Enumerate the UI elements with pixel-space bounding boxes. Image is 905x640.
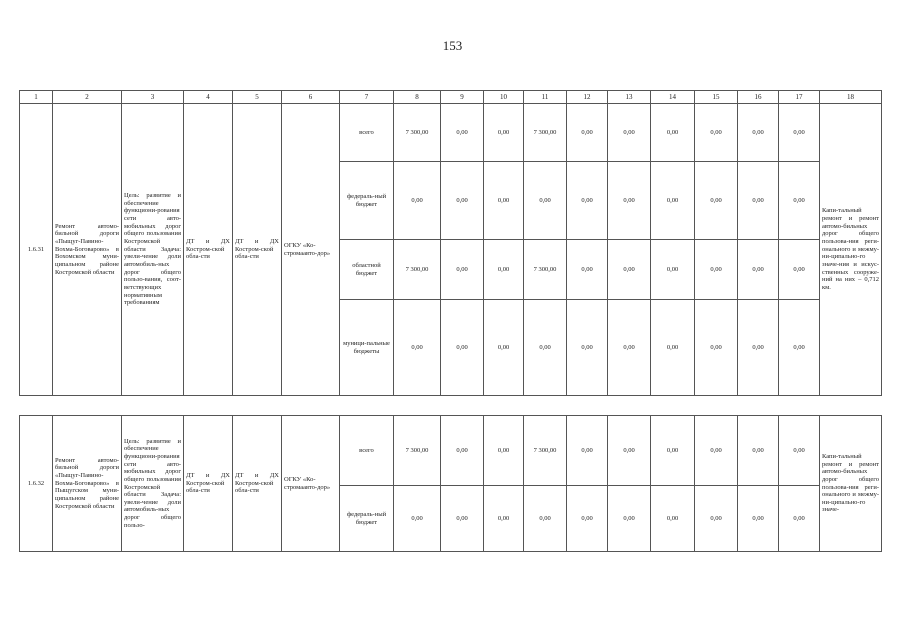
- funding-value: 0,00: [651, 300, 695, 396]
- funding-value: 0,00: [567, 300, 608, 396]
- column-number-5: 5: [233, 91, 282, 104]
- funding-value: 0,00: [524, 162, 567, 240]
- funding-value: 7 300,00: [524, 416, 567, 486]
- activity-name: Ремонт автомо-бильной дороги «Пыщуг-Павино-Вохма-Боговарово» в Вохомском муни-ципальном районе Костромской области: [53, 104, 122, 396]
- funding-value: 0,00: [441, 416, 484, 486]
- column-number-3: 3: [122, 91, 184, 104]
- funding-value: 0,00: [524, 486, 567, 552]
- activity-name: Ремонт автомо-бильной дороги «Пыщуг-Павино-Вохма-Боговарово» в Пыщугском муни-ципальном районе Костромской области: [53, 416, 122, 552]
- funding-value: 0,00: [441, 300, 484, 396]
- funding-value: 0,00: [484, 162, 524, 240]
- funding-value: 7 300,00: [394, 240, 441, 300]
- row-separator: [20, 396, 882, 416]
- funding-value: 0,00: [484, 240, 524, 300]
- table-body: [20, 91, 882, 552]
- funding-value: 0,00: [441, 240, 484, 300]
- funding-value: 7 300,00: [524, 240, 567, 300]
- funding-value: 0,00: [738, 104, 779, 162]
- funding-value: 7 300,00: [394, 416, 441, 486]
- funding-value: 0,00: [608, 300, 651, 396]
- column-number-row: [20, 91, 882, 104]
- funding-value: 0,00: [738, 240, 779, 300]
- row-id: 1.6.31: [20, 104, 53, 396]
- funding-value: 0,00: [779, 104, 820, 162]
- funding-value: 0,00: [651, 486, 695, 552]
- row-id: 1.6.32: [20, 416, 53, 552]
- funding-value: 0,00: [779, 162, 820, 240]
- funding-row: [20, 104, 882, 162]
- funding-source: муници-пальные бюджеты: [340, 300, 394, 396]
- program-table: [19, 90, 882, 552]
- funding-value: 0,00: [394, 300, 441, 396]
- funding-source: федераль-ный бюджет: [340, 162, 394, 240]
- goal-and-task: Цель: развитие и обеспечение функциони-рования сети авто-мобильных дорог общего пользования Костромской области Задача: увели-чение доли автомобиль-ных дорог общего пользо-вания, соот-ветствующих нормативным требованиям: [122, 104, 184, 396]
- funding-value: 7 300,00: [394, 104, 441, 162]
- funding-value: 0,00: [441, 104, 484, 162]
- funding-value: 0,00: [608, 240, 651, 300]
- participant: ОГКУ «Ко-стромаавто-дор»: [282, 416, 340, 552]
- funding-value: 0,00: [441, 162, 484, 240]
- column-number-13: 13: [608, 91, 651, 104]
- funding-value: 0,00: [608, 162, 651, 240]
- funding-row: [20, 416, 882, 486]
- column-number-18: 18: [820, 91, 882, 104]
- funding-value: 0,00: [695, 486, 738, 552]
- funding-value: 0,00: [441, 486, 484, 552]
- column-number-14: 14: [651, 91, 695, 104]
- funding-value: 0,00: [484, 104, 524, 162]
- funding-value: 0,00: [567, 416, 608, 486]
- responsible-executor: ДТ и ДХ Костром-ской обла-сти: [184, 416, 233, 552]
- expected-result: Капи-тальный ремонт и ремонт автомо-бильных дорог общего пользова-ния реги-онального и межму-ни-ципально-го значе-ния и искус-ственных сооруже-ний на них – 0,712 км.: [820, 104, 882, 396]
- funding-value: 0,00: [695, 416, 738, 486]
- funding-value: 0,00: [738, 416, 779, 486]
- funding-value: 0,00: [524, 300, 567, 396]
- funding-value: 0,00: [695, 162, 738, 240]
- funding-value: 0,00: [394, 162, 441, 240]
- funding-value: 0,00: [695, 240, 738, 300]
- funding-value: 0,00: [651, 162, 695, 240]
- column-number-7: 7: [340, 91, 394, 104]
- co-executor: ДТ и ДХ Костром-ской обла-сти: [233, 104, 282, 396]
- column-number-4: 4: [184, 91, 233, 104]
- funding-value: 0,00: [484, 416, 524, 486]
- expected-result: Капи-тальный ремонт и ремонт автомо-бильных дорог общего пользова-ния реги-онального и межму-ни-ципально-го значе-: [820, 416, 882, 552]
- participant: ОГКУ «Ко-стромаавто-дор»: [282, 104, 340, 396]
- separator-cell: [20, 396, 882, 416]
- funding-value: 0,00: [484, 486, 524, 552]
- funding-value: 0,00: [695, 104, 738, 162]
- funding-value: 0,00: [695, 300, 738, 396]
- funding-value: 0,00: [608, 416, 651, 486]
- funding-value: 0,00: [484, 300, 524, 396]
- column-number-11: 11: [524, 91, 567, 104]
- funding-value: 0,00: [567, 104, 608, 162]
- funding-value: 0,00: [779, 486, 820, 552]
- funding-value: 0,00: [567, 162, 608, 240]
- column-number-16: 16: [738, 91, 779, 104]
- column-number-2: 2: [53, 91, 122, 104]
- funding-value: 7 300,00: [524, 104, 567, 162]
- funding-value: 0,00: [608, 104, 651, 162]
- funding-value: 0,00: [567, 240, 608, 300]
- co-executor: ДТ и ДХ Костром-ской обла-сти: [233, 416, 282, 552]
- funding-value: 0,00: [738, 486, 779, 552]
- funding-value: 0,00: [779, 416, 820, 486]
- funding-value: 0,00: [651, 416, 695, 486]
- column-number-10: 10: [484, 91, 524, 104]
- funding-value: 0,00: [779, 300, 820, 396]
- funding-source: федераль-ный бюджет: [340, 486, 394, 552]
- funding-source: всего: [340, 416, 394, 486]
- column-number-12: 12: [567, 91, 608, 104]
- column-number-1: 1: [20, 91, 53, 104]
- funding-value: 0,00: [567, 486, 608, 552]
- funding-value: 0,00: [738, 300, 779, 396]
- funding-value: 0,00: [738, 162, 779, 240]
- funding-source: областной бюджет: [340, 240, 394, 300]
- page-number: 153: [442, 38, 463, 53]
- column-number-15: 15: [695, 91, 738, 104]
- funding-value: 0,00: [651, 104, 695, 162]
- funding-source: всего: [340, 104, 394, 162]
- goal-and-task: Цель: развитие и обеспечение функциони-рования сети авто-мобильных дорог общего пользования Костромской области Задача: увели-чение доли автомобиль-ных дорог общего пользо-: [122, 416, 184, 552]
- funding-value: 0,00: [651, 240, 695, 300]
- funding-value: 0,00: [394, 486, 441, 552]
- funding-value: 0,00: [608, 486, 651, 552]
- responsible-executor: ДТ и ДХ Костром-ской обла-сти: [184, 104, 233, 396]
- column-number-17: 17: [779, 91, 820, 104]
- column-number-8: 8: [394, 91, 441, 104]
- column-number-6: 6: [282, 91, 340, 104]
- funding-value: 0,00: [779, 240, 820, 300]
- column-number-9: 9: [441, 91, 484, 104]
